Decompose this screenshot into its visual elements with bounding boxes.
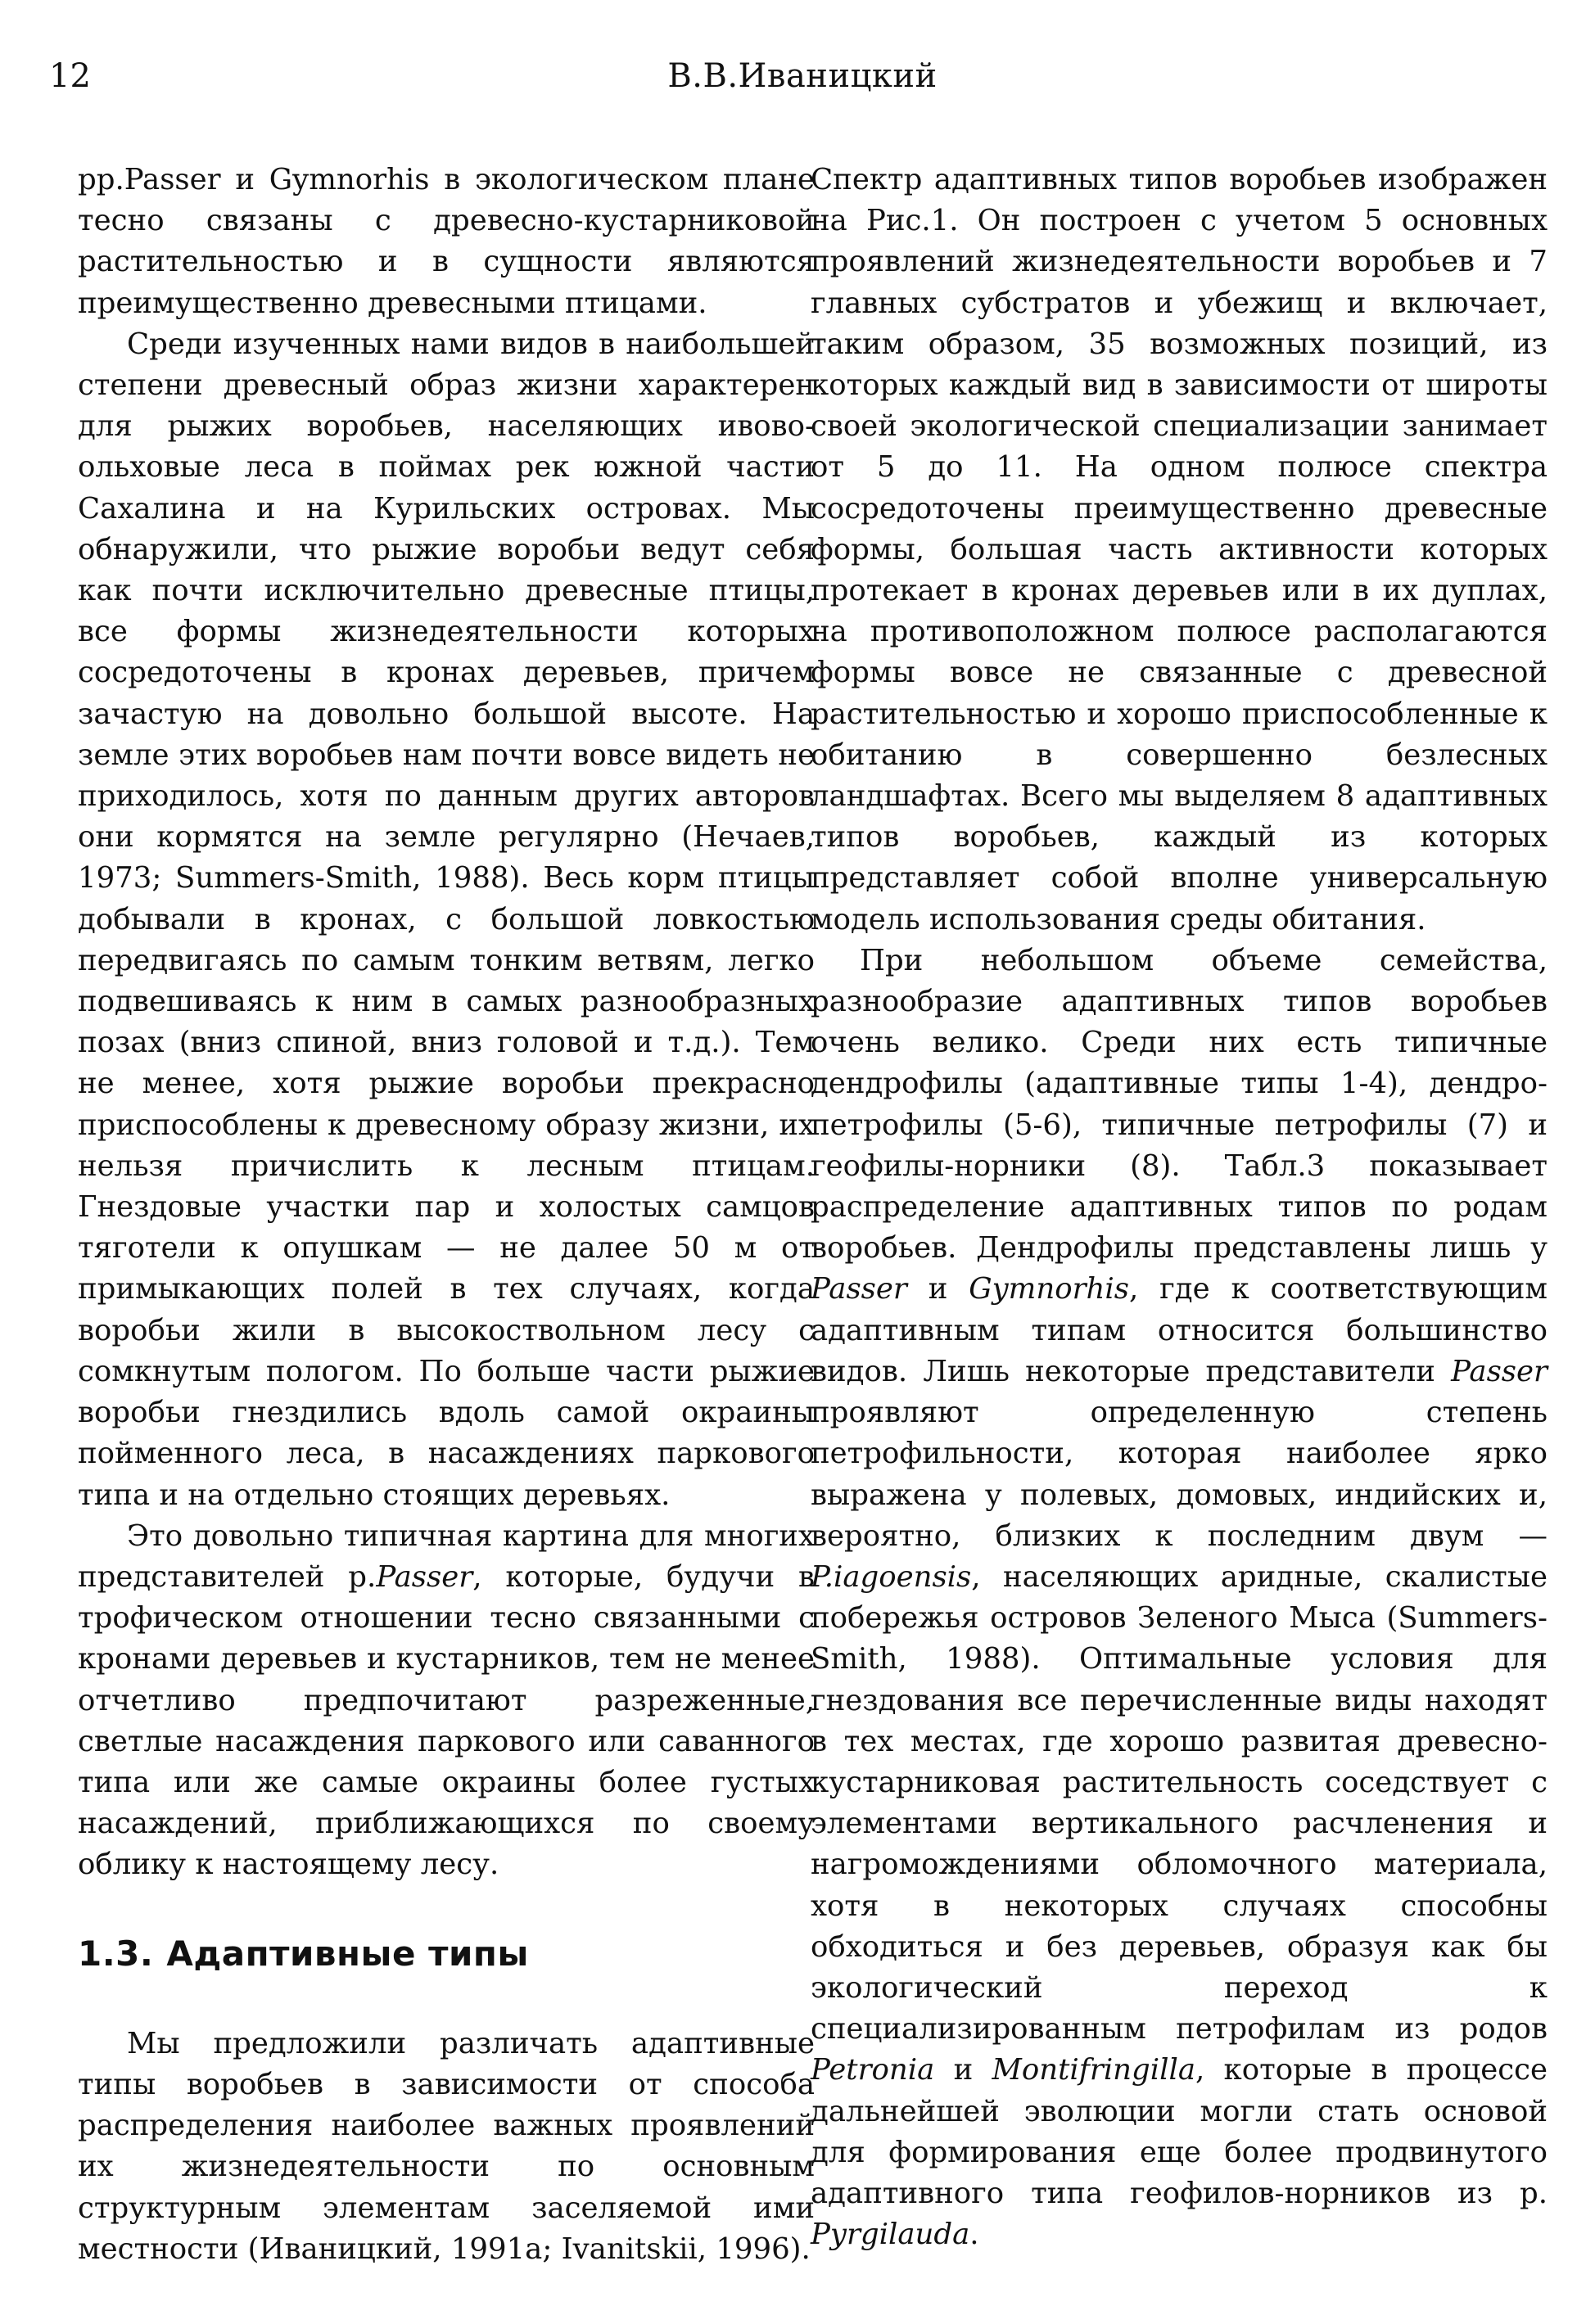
text-run: , где к соответствующим адаптивным типам относится большинство видов. Лишь некоторые представители <box>811 1272 1548 1388</box>
paragraph <box>811 941 1548 2256</box>
paragraph: рр.Passer и Gymnorhis в экологическом плане тесно связаны с древесно-кустарниковой растительностью и в сущности являются преимущественно древесными птицами. <box>78 163 815 320</box>
text-run: , которые в процессе дальнейшей эволюции могли стать основой для формирования еще более продвинутого адаптивного типа геофилов-норников из р. <box>811 2053 1548 2210</box>
genus-name: Montifringilla <box>992 2053 1195 2087</box>
page-header <box>49 57 1556 106</box>
species-name: P.iagoensis <box>811 1559 972 1594</box>
genus-name: Petronia <box>811 2053 935 2087</box>
genus-name: Passer <box>376 1559 473 1594</box>
genus-name: Passer <box>811 1272 907 1306</box>
genus-name: Gymnorhis <box>969 1272 1129 1306</box>
paragraph: Спектр адаптивных типов воробьев изображен на Рис.1. Он построен с учетом 5 основных проявлений жизнедеятельности воробьев и 7 главных субстратов и убежищ и включает, таким образом, 35 возможных позиций, из которых каждый вид в зависимости от широты своей экологической специализации занимает от 5 до 11. На одном полюсе спектра сосредоточены преимущественно древесные формы, большая часть активности которых протекает в кронах деревьев или в их дуплах, на противоположном полюсе располагаются формы вовсе не связанные с древесной растительностью и хорошо приспособленные к обитанию в совершенно безлесных ландшафтах. Всего мы выделяем 8 адаптивных типов воробьев, каждый из которых представляет собой вполне универсальную модель использования среды обитания. <box>811 163 1548 936</box>
paragraph <box>78 1516 815 1886</box>
text-run: , которые, будучи в трофическом отношении тесно связанными с кронами деревьев и кустарников, тем не менее отчетливо предпочитают разреженные, светлые насаждения паркового или саванного типа или же самые окраины более густых насаждений, приближающихся по своему облику к настоящему лесу. <box>78 1559 816 1882</box>
right-column <box>811 160 1548 2255</box>
text-run: Это довольно типичная картина для многих представителей р. <box>78 1518 815 1594</box>
text-run: При небольшом объеме семейства, разнообразие адаптивных типов воробьев очень велико. Среди них есть типичные дендрофилы (адаптивные типы 1-4), дендро-петрофилы (5-6), типичные петрофилы (7) и геофилы-норники (8). Табл.3 показывает распределение адаптивных типов по родам воробьев. Дендрофилы представлены лишь у <box>811 943 1548 1266</box>
running-head: В.В.Иваницкий <box>667 57 938 95</box>
page-number: 12 <box>49 57 91 95</box>
section-title: Адаптивные типы <box>166 1933 529 1974</box>
left-column <box>78 160 815 2270</box>
text-run: и <box>906 1272 969 1306</box>
text-run: и <box>934 2053 992 2087</box>
paragraph: Мы предложили различать адаптивные типы воробьев в зависимости от способа распределения наиболее важных проявлений их жизнедеятельности по основным структурным элементам заселяемой ими местности (Иваницкий, 1991а; Ivanitskii, 1996). <box>78 2026 815 2266</box>
section-number: 1.3. <box>78 1933 154 1974</box>
text-run: проявляют определенную степень петрофильности, которая наиболее ярко выражена у полевых, домовых, индийских и, вероятно, близких к последним двум — <box>811 1396 1548 1553</box>
genus-name: Pyrgilauda <box>811 2218 970 2252</box>
genus-name: Passer <box>1451 1354 1548 1388</box>
text-run: , населяющих аридные, скалистые побережья островов Зеленого Мыса (Summers-Smith, 1988). Оптимальные условия для гнездования все перечисленные виды находят в тех местах, где хорошо развитая древесно-кустарниковая растительность соседствует с элементами вертикального расчленения и нагромождениями обломочного материала, хотя в некоторых случаях способны обходиться и без деревьев, образуя как бы экологический переход к специализированным петрофилам из родов <box>811 1559 1548 2046</box>
section-heading <box>78 1934 815 1974</box>
paragraph: Среди изученных нами видов в наибольшей степени древесный образ жизни характерен для рыжих воробьев, населяющих ивово-ольховые леса в поймах рек южной части Сахалина и на Курильских островах. Мы обнаружили, что рыжие воробьи ведут себя как почти исключительно древесные птицы, все формы жизнедеятельности которых сосредоточены в кронах деревьев, причем зачастую на довольно большой высоте. На земле этих воробьев нам почти вовсе видеть не приходилось, хотя по данным других авторов они кормятся на земле регулярно (Нечаев, 1973; Summers-Smith, 1988). Весь корм птицы добывали в кронах, с большой ловкостью передвигаясь по самым тонким ветвям, легко подвешиваясь к ним в самых разнообразных позах (вниз спиной, вниз головой и т.д.). Тем не менее, хотя рыжие воробьи прекрасно приспособлены к древесному образу жизни, их нельзя причислить к лесным птицам. Гнездовые участки пар и холостых самцов тяготели к опушкам — не далее 50 м от примыкающих полей в тех случаях, когда воробьи жили в высокоствольном лесу с сомкнутым пологом. По больше части рыжие воробьи гнездились вдоль самой окраины пойменного леса, в насаждениях паркового типа и на отдельно стоящих деревьях. <box>78 327 815 1512</box>
text-run: . <box>969 2218 979 2252</box>
